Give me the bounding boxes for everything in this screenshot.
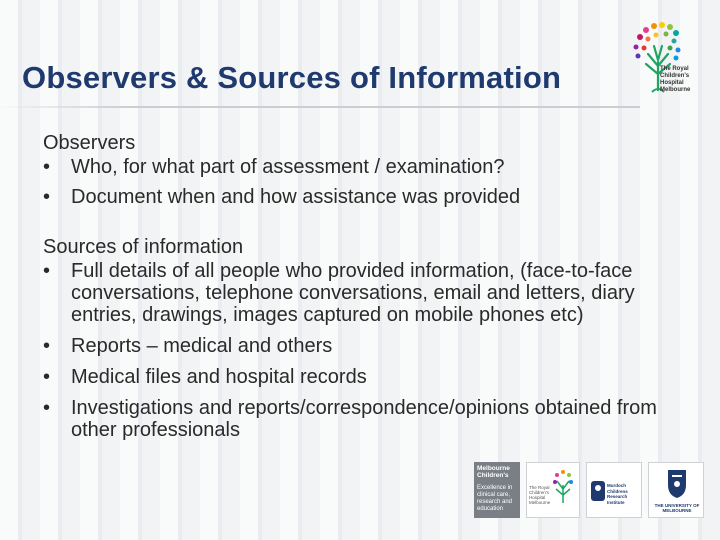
list-item [43,156,693,178]
bullet-marker: • [43,397,51,419]
slide-body [43,132,693,450]
rch-partner-logo [526,462,580,518]
logo-line: Hospital [660,80,684,86]
bullet-marker: • [43,260,51,282]
section-heading-observers: Observers [43,132,136,154]
logo-line: Melbourne [660,87,691,93]
unimelb-partner-logo [648,462,704,518]
tree-logo-icon [549,469,577,509]
title-divider [0,106,640,108]
sources-list [43,260,693,441]
partner-name: Murdoch Childrens Research Institute [607,483,628,505]
logo-wordmark [660,66,708,94]
list-item [43,366,693,388]
mcri-logo-icon [591,481,605,501]
list-item-text: Document when and how assistance was provided [71,186,521,208]
logo-line: The Royal [660,66,689,72]
list-item [43,260,693,326]
university-crest-icon [667,469,687,499]
list-item-text: Reports – medical and others [71,335,333,357]
section-spacer [43,216,693,236]
bullet-marker: • [43,366,51,388]
list-item [43,335,693,357]
mcri-partner-logo [586,462,642,518]
observers-list [43,156,693,208]
partner-logos [474,462,706,520]
partner-tagline: Excellence in clinical care, research and education [477,485,513,512]
list-item-text: Full details of all people who provided information, (face-to-face conversations, telephone conversations, email and letters, diary entries, drawings, images captured on mobile phones etc) [71,260,635,326]
list-item-text: Investigations and reports/correspondence/opinions obtained from other professionals [71,397,657,441]
bullet-marker: • [43,335,51,357]
slide-title: Observers & Sources of Information [22,60,562,95]
section-heading-sources: Sources of information [43,236,244,258]
bullet-marker: • [43,186,51,208]
list-item [43,186,693,208]
melbourne-childrens-logo [474,462,520,518]
partner-name: The Royal Children's Hospital Melbourne [529,485,551,505]
partner-title: Melbourne Children's [477,465,510,479]
list-item [43,397,693,441]
list-item-text: Medical files and hospital records [71,366,367,388]
bullet-marker: • [43,156,51,178]
logo-line: Children's [660,73,690,79]
list-item-text: Who, for what part of assessment / examination? [71,156,505,178]
partner-name: THE UNIVERSITY OF MELBOURNE [654,503,700,513]
